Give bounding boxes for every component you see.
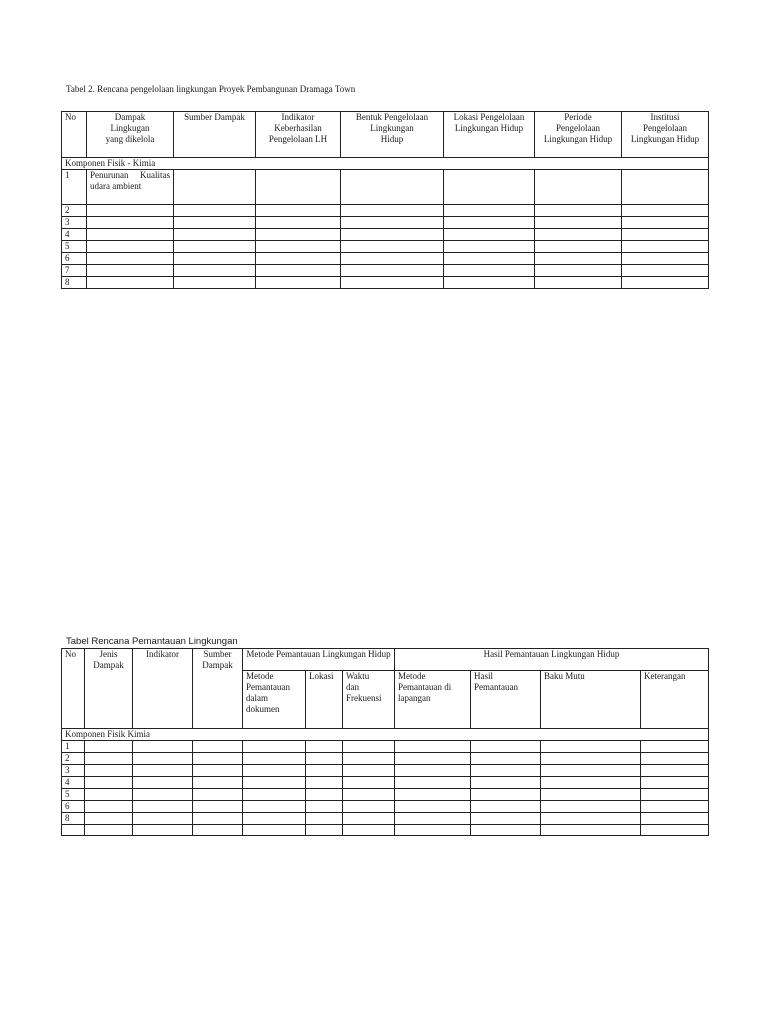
empty-cell — [343, 777, 395, 789]
empty-cell — [641, 825, 709, 836]
empty-cell — [641, 813, 709, 825]
empty-cell — [174, 241, 256, 253]
empty-cell — [341, 170, 444, 205]
row-number: 3 — [62, 217, 87, 229]
empty-cell — [541, 825, 641, 836]
header-no: No — [62, 649, 85, 729]
empty-cell — [471, 813, 541, 825]
empty-cell — [87, 265, 174, 277]
empty-cell — [174, 205, 256, 217]
empty-cell — [193, 777, 243, 789]
empty-cell — [133, 813, 193, 825]
empty-cell — [622, 277, 709, 289]
header-metode-group: Metode Pemantauan Lingkungan Hidup — [243, 649, 395, 671]
empty-cell — [444, 253, 535, 265]
empty-cell — [535, 241, 622, 253]
table-row — [62, 241, 709, 253]
empty-cell — [256, 170, 341, 205]
row-number: 4 — [62, 777, 85, 789]
empty-cell — [395, 825, 471, 836]
header-lokasi: Lokasi — [306, 671, 343, 729]
empty-cell — [395, 801, 471, 813]
empty-cell — [395, 741, 471, 753]
empty-cell — [174, 229, 256, 241]
table2-caption: Tabel Rencana Pemantauan Lingkungan — [66, 636, 238, 647]
empty-cell — [243, 825, 306, 836]
header-indikator: Indikator Keberhasilan Pengelolaan LH — [256, 112, 341, 158]
header-indikator: Indikator — [133, 649, 193, 729]
empty-cell — [87, 241, 174, 253]
table-row — [62, 801, 709, 813]
table-row — [62, 277, 709, 289]
empty-cell — [85, 825, 133, 836]
empty-cell — [174, 265, 256, 277]
row-number — [62, 825, 85, 836]
row-number: 5 — [62, 789, 85, 801]
empty-cell — [471, 801, 541, 813]
table1-header-row — [62, 112, 709, 158]
empty-cell — [535, 265, 622, 277]
table-row — [62, 789, 709, 801]
empty-cell — [243, 801, 306, 813]
empty-cell — [306, 765, 343, 777]
empty-cell — [471, 753, 541, 765]
table2-header-row-1 — [62, 649, 709, 671]
empty-cell — [535, 217, 622, 229]
empty-cell — [343, 801, 395, 813]
table-row — [62, 229, 709, 241]
empty-cell — [622, 205, 709, 217]
empty-cell — [243, 741, 306, 753]
header-no: No — [62, 112, 87, 158]
table-row — [62, 205, 709, 217]
table-row — [62, 170, 709, 205]
empty-cell — [343, 813, 395, 825]
header-bentuk: Bentuk Pengelolaan Lingkungan Hidup — [341, 112, 444, 158]
empty-cell — [306, 813, 343, 825]
header-keterangan: Keterangan — [641, 671, 709, 729]
empty-cell — [306, 825, 343, 836]
empty-cell — [133, 741, 193, 753]
empty-cell — [306, 801, 343, 813]
empty-cell — [471, 741, 541, 753]
empty-cell — [622, 253, 709, 265]
empty-cell — [256, 217, 341, 229]
empty-cell — [341, 217, 444, 229]
empty-cell — [243, 765, 306, 777]
empty-cell — [256, 229, 341, 241]
row-number: 5 — [62, 241, 87, 253]
empty-cell — [256, 241, 341, 253]
empty-cell — [256, 277, 341, 289]
empty-cell — [133, 801, 193, 813]
header-sumber-dampak: Sumber Dampak — [193, 649, 243, 729]
empty-cell — [444, 170, 535, 205]
empty-cell — [341, 253, 444, 265]
empty-cell — [193, 753, 243, 765]
empty-cell — [444, 229, 535, 241]
empty-cell — [471, 765, 541, 777]
empty-cell — [641, 801, 709, 813]
empty-cell — [622, 170, 709, 205]
empty-cell — [243, 753, 306, 765]
monitoring-plan-table — [61, 648, 709, 836]
empty-cell — [541, 777, 641, 789]
empty-cell — [306, 753, 343, 765]
header-waktu: Waktu dan Frekuensi — [343, 671, 395, 729]
empty-cell — [535, 229, 622, 241]
header-dampak: Dampak Lingkugan yang dikelola — [87, 112, 174, 158]
empty-cell — [541, 741, 641, 753]
empty-cell — [133, 753, 193, 765]
empty-cell — [535, 205, 622, 217]
empty-cell — [306, 789, 343, 801]
empty-cell — [174, 170, 256, 205]
empty-cell — [243, 789, 306, 801]
table1-section-row — [62, 158, 709, 170]
empty-cell — [133, 777, 193, 789]
section-label: Komponen Fisik - Kimia — [62, 158, 709, 170]
row-number: 2 — [62, 205, 87, 217]
empty-cell — [87, 277, 174, 289]
management-plan-table — [61, 111, 709, 289]
empty-cell — [343, 741, 395, 753]
empty-cell — [641, 765, 709, 777]
row-number: 7 — [62, 265, 87, 277]
empty-cell — [541, 765, 641, 777]
empty-cell — [622, 265, 709, 277]
empty-cell — [444, 277, 535, 289]
empty-cell — [193, 789, 243, 801]
empty-cell — [133, 765, 193, 777]
table-row — [62, 217, 709, 229]
empty-cell — [343, 753, 395, 765]
section-label: Komponen Fisik Kimia — [62, 729, 709, 741]
empty-cell — [174, 277, 256, 289]
header-hasil: Hasil Pemantauan — [471, 671, 541, 729]
row-number: 1 — [62, 170, 87, 205]
table-row — [62, 253, 709, 265]
empty-cell — [193, 741, 243, 753]
table-row — [62, 265, 709, 277]
row-number: 6 — [62, 801, 85, 813]
empty-cell — [193, 801, 243, 813]
empty-cell — [622, 217, 709, 229]
empty-cell — [444, 241, 535, 253]
empty-cell — [133, 789, 193, 801]
empty-cell — [174, 217, 256, 229]
empty-cell — [174, 253, 256, 265]
empty-cell — [535, 277, 622, 289]
empty-cell — [85, 801, 133, 813]
header-institusi: Institusi Pengelolaan Lingkungan Hidup — [622, 112, 709, 158]
header-sumber-dampak: Sumber Dampak — [174, 112, 256, 158]
empty-cell — [341, 229, 444, 241]
empty-cell — [256, 265, 341, 277]
empty-cell — [444, 217, 535, 229]
empty-cell — [343, 825, 395, 836]
empty-cell — [341, 205, 444, 217]
empty-cell — [85, 777, 133, 789]
empty-cell — [541, 789, 641, 801]
empty-cell — [343, 765, 395, 777]
empty-cell — [341, 241, 444, 253]
header-baku-mutu: Baku Mutu — [541, 671, 641, 729]
empty-cell — [87, 229, 174, 241]
table-row — [62, 777, 709, 789]
empty-cell — [395, 813, 471, 825]
empty-cell — [306, 777, 343, 789]
empty-cell — [193, 825, 243, 836]
table-row — [62, 765, 709, 777]
empty-cell — [541, 753, 641, 765]
empty-cell — [256, 253, 341, 265]
empty-cell — [243, 777, 306, 789]
table-row — [62, 753, 709, 765]
empty-cell — [471, 777, 541, 789]
empty-cell — [87, 217, 174, 229]
row-number: 6 — [62, 253, 87, 265]
empty-cell — [341, 277, 444, 289]
header-metode-lapangan: Metode Pemantauan di lapangan — [395, 671, 471, 729]
empty-cell — [444, 265, 535, 277]
empty-cell — [535, 170, 622, 205]
empty-cell — [341, 265, 444, 277]
empty-cell — [641, 777, 709, 789]
empty-cell — [193, 813, 243, 825]
row-number: 1 — [62, 741, 85, 753]
empty-cell — [343, 789, 395, 801]
row-number: 3 — [62, 765, 85, 777]
row-number: 2 — [62, 753, 85, 765]
header-hasil-group: Hasil Pemantauan Lingkungan Hidup — [395, 649, 709, 671]
empty-cell — [256, 205, 341, 217]
empty-cell — [87, 253, 174, 265]
empty-cell — [85, 741, 133, 753]
empty-cell — [193, 765, 243, 777]
table2-section-row — [62, 729, 709, 741]
empty-cell — [444, 205, 535, 217]
empty-cell — [85, 753, 133, 765]
empty-cell — [535, 253, 622, 265]
table1-caption: Tabel 2. Rencana pengelolaan lingkungan Proyek Pembangunan Dramaga Town — [66, 84, 356, 94]
row-number: 4 — [62, 229, 87, 241]
empty-cell — [641, 753, 709, 765]
empty-cell — [541, 801, 641, 813]
empty-cell — [641, 789, 709, 801]
row-number: 8 — [62, 813, 85, 825]
empty-cell — [243, 813, 306, 825]
empty-cell — [395, 765, 471, 777]
empty-cell — [306, 741, 343, 753]
table-row — [62, 741, 709, 753]
empty-cell — [85, 789, 133, 801]
empty-cell — [395, 789, 471, 801]
empty-cell — [541, 813, 641, 825]
empty-cell — [471, 789, 541, 801]
empty-cell — [395, 753, 471, 765]
row-number: 8 — [62, 277, 87, 289]
table-row — [62, 825, 709, 836]
header-periode: Periode Pengelolaan Lingkungan Hidup — [535, 112, 622, 158]
empty-cell — [641, 741, 709, 753]
empty-cell — [85, 813, 133, 825]
empty-cell — [395, 777, 471, 789]
empty-cell — [622, 229, 709, 241]
empty-cell — [87, 205, 174, 217]
empty-cell — [471, 825, 541, 836]
header-metode-dokumen: Metode Pemantauan dalam dokumen — [243, 671, 306, 729]
header-jenis-dampak: Jenis Dampak — [85, 649, 133, 729]
header-lokasi: Lokasi Pengelolaan Lingkungan Hidup — [444, 112, 535, 158]
dampak-cell: Penurunan Kualitas udara ambient — [87, 170, 174, 205]
empty-cell — [622, 241, 709, 253]
empty-cell — [133, 825, 193, 836]
table-row — [62, 813, 709, 825]
empty-cell — [85, 765, 133, 777]
